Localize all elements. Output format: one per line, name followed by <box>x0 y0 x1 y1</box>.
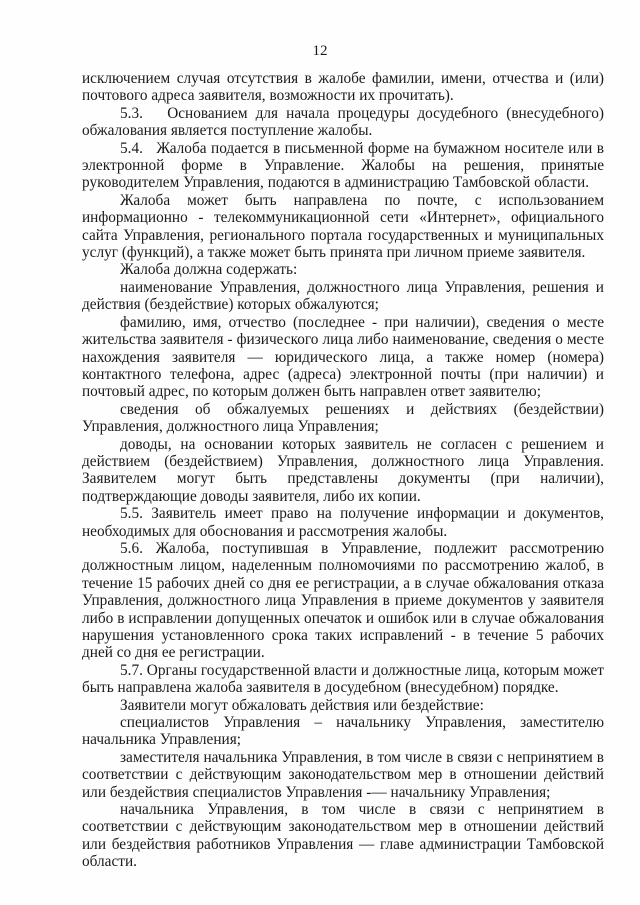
paragraph-5-5: 5.5. Заявитель имеет право на получение информации и документов, необходимых для обоснования и рассмотрения жалобы. <box>82 505 604 540</box>
paragraph-complaint-contents: Жалоба должна содержать: <box>120 261 298 279</box>
paragraph-1: исключением случая отсутствия в жалобе фамилии, имени, отчества и (или) почтового адреса заявителя, возможности их прочитать). <box>82 70 604 105</box>
paragraph-appeal-specialists: специалистов Управления – начальнику Управления, заместителю начальника Управления; <box>82 714 604 749</box>
paragraph-item-applicant: фамилию, имя, отчество (последнее - при наличии), сведения о месте жительства заявителя - физического лица либо наименование, сведения о месте нахождения заявителя — юридического лица, а также номер (номера) контактного телефона, адрес (адреса) электронной почты (при наличии) и почтовый адрес, по которым должен быть направлен ответ заявителю; <box>82 313 604 401</box>
paragraph-appeal-deputy: заместителя начальника Управления, в том числе в связи с непринятием в соответствии с действующим законодательством мер в отношении действий или бездействия специалистов Управления -— начальнику Управления; <box>82 748 604 801</box>
paragraph-5-3: 5.3. Основанием для начала процедуры досудебного (внесудебного) обжалования является поступление жалобы. <box>82 104 604 140</box>
paragraph-item-decisions: сведения об обжалуемых решениях и действиях (бездействии) Управления, должностного лица Управления; <box>82 400 604 436</box>
paragraph-item-arguments: доводы, на основании которых заявитель не согласен с решением и действием (бездействием) Управления, должностного лица Управления. Заявителем могут быть представлены документы (при наличии), подтверждающие доводы заявителя, либо их копии. <box>82 435 604 505</box>
page-number: 12 <box>312 43 328 59</box>
paragraph-item-name: наименование Управления, должностного лица Управления, решения и действия (бездействие) которых обжалуются; <box>82 278 604 314</box>
paragraph-5-4: 5.4. Жалоба подается в письменной форме на бумажном носителе или в электронной форме в Управление. Жалобы на решения, принятые руководителем Управления, подаются в администрацию Тамбовской области. <box>82 139 604 192</box>
paragraph-appeal-intro: Заявители могут обжаловать действия или бездействие: <box>120 696 484 714</box>
paragraph-5-6: 5.6. Жалоба, поступившая в Управление, подлежит рассмотрению должностным лицом, наделенным полномочиями по рассмотрению жалоб, в течение 15 рабочих дней со дня ее регистрации, а в случае обжалования отказа Управления, должностного лица Управления в приеме документов у заявителя либо в исправлении допущенных опечаток и ошибок или в случае обжалования нарушения установленного срока таких исправлений - в течение 5 рабочих дней со дня ее регистрации. <box>82 539 604 662</box>
paragraph-5-7: 5.7. Органы государственной власти и должностные лица, которым может быть направлена жалоба заявителя в досудебном (внесудебном) порядке. <box>82 661 604 697</box>
paragraph-appeal-head: начальника Управления, в том числе в связи с непринятием в соответствии с действующим законодательством мер в отношении действий или бездействия работников Управления — главе администрации Тамбовской области. <box>82 801 604 871</box>
paragraph-complaint-channels: Жалоба может быть направлена по почте, с использованием информационно - телекоммуникационной сети «Интернет», официального сайта Управления, регионального портала государственных и муниципальных услуг (функций), а также может быть принята при личном приеме заявителя. <box>82 191 604 262</box>
document-body <box>82 70 604 871</box>
